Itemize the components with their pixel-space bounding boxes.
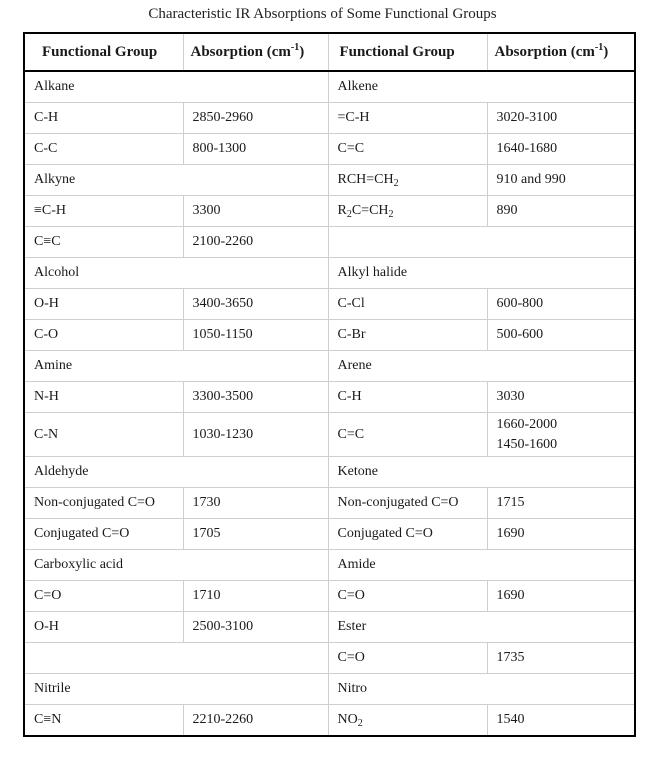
bond-cell-right: C-Br	[328, 320, 487, 351]
absorption-cell-left: 2210-2260	[183, 705, 328, 737]
absorption-cell-right: 500-600	[487, 320, 635, 351]
group-heading-left: Nitrile	[24, 674, 328, 705]
absorption-cell-right: 910 and 990	[487, 165, 635, 196]
table-row	[24, 581, 635, 612]
bond-cell-right: C-Cl	[328, 289, 487, 320]
table-row	[24, 258, 635, 289]
bond-cell-left: Non-conjugated C=O	[24, 488, 183, 519]
bond-cell-left: C-H	[24, 103, 183, 134]
bond-cell-left: ≡C-H	[24, 196, 183, 227]
absorption-cell-left: 3400-3650	[183, 289, 328, 320]
absorption-cell-right: 1715	[487, 488, 635, 519]
table-row	[24, 289, 635, 320]
group-heading-right: Alkene	[328, 71, 635, 103]
absorption-cell-right: 1540	[487, 705, 635, 737]
group-heading-left: Alkane	[24, 71, 328, 103]
group-heading-right: Alkyl halide	[328, 258, 635, 289]
bond-cell-right: $NO_2$	[328, 705, 487, 737]
table-row	[24, 196, 635, 227]
absorption-cell-left: 1705	[183, 519, 328, 550]
absorption-cell-right: 3020-3100	[487, 103, 635, 134]
absorption-cell-right: 1640-1680	[487, 134, 635, 165]
absorption-cell-left: 1030-1230	[183, 413, 328, 457]
empty-cell-right	[328, 227, 635, 258]
bond-cell-left: N-H	[24, 382, 183, 413]
absorption-cell-left: 1050-1150	[183, 320, 328, 351]
absorption-cell-right: 1690	[487, 581, 635, 612]
bond-cell-right: $R_2C=CH_2$	[328, 196, 487, 227]
absorption-cell-right: 1660-2000 1450-1600	[487, 413, 635, 457]
group-heading-right: Nitro	[328, 674, 635, 705]
table-row	[24, 674, 635, 705]
table-row	[24, 550, 635, 581]
empty-cell-left	[24, 643, 328, 674]
absorption-cell-right: 1735	[487, 643, 635, 674]
absorption-cell-right: 3030	[487, 382, 635, 413]
table-row	[24, 351, 635, 382]
absorption-cell-left: 3300-3500	[183, 382, 328, 413]
group-heading-left: Alcohol	[24, 258, 328, 289]
header-functional-group-left: Functional Group	[24, 33, 183, 71]
bond-cell-right: $RCH=CH_2$	[328, 165, 487, 196]
absorption-cell-left: 2100-2260	[183, 227, 328, 258]
bond-cell-left: O-H	[24, 289, 183, 320]
header-row	[24, 33, 635, 71]
table-row	[24, 457, 635, 488]
group-heading-left: Aldehyde	[24, 457, 328, 488]
bond-cell-left: C=O	[24, 581, 183, 612]
absorption-cell-left: 1730	[183, 488, 328, 519]
header-absorption-right: Absorption $(cm^{-1})$	[487, 33, 635, 71]
absorption-cell-right: 600-800	[487, 289, 635, 320]
group-heading-right: Ester	[328, 612, 635, 643]
ir-absorption-table	[23, 32, 636, 737]
bond-cell-right: C=C	[328, 413, 487, 457]
table-row	[24, 103, 635, 134]
group-heading-left: Carboxylic acid	[24, 550, 328, 581]
header-absorption-left: Absorption $(cm^{-1})$	[183, 33, 328, 71]
header-functional-group-right: Functional Group	[328, 33, 487, 71]
absorption-cell-left: 1710	[183, 581, 328, 612]
bond-cell-left: C≡N	[24, 705, 183, 737]
bond-cell-right: C=C	[328, 134, 487, 165]
absorption-cell-left: 2500-3100	[183, 612, 328, 643]
absorption-cell-left: 2850-2960	[183, 103, 328, 134]
group-heading-right: Amide	[328, 550, 635, 581]
absorption-cell-right: 1690	[487, 519, 635, 550]
bond-cell-left: C≡C	[24, 227, 183, 258]
bond-cell-left: C-C	[24, 134, 183, 165]
table-caption: Characteristic IR Absorptions of Some Functional Groups	[148, 6, 497, 22]
table-row	[24, 488, 635, 519]
table-row	[24, 165, 635, 196]
table-row	[24, 382, 635, 413]
table-row	[24, 519, 635, 550]
absorption-cell-left: 800-1300	[183, 134, 328, 165]
table-row	[24, 71, 635, 103]
table-row	[24, 413, 635, 457]
table-row	[24, 612, 635, 643]
group-heading-right: Ketone	[328, 457, 635, 488]
absorption-cell-left: 3300	[183, 196, 328, 227]
table-row	[24, 227, 635, 258]
bond-cell-right: C=O	[328, 581, 487, 612]
group-heading-left: Alkyne	[24, 165, 328, 196]
table-row	[24, 643, 635, 674]
bond-cell-right: Conjugated C=O	[328, 519, 487, 550]
bond-cell-right: Non-conjugated C=O	[328, 488, 487, 519]
table-body	[24, 71, 635, 736]
absorption-cell-right: 890	[487, 196, 635, 227]
table-row	[24, 320, 635, 351]
bond-cell-left: C-N	[24, 413, 183, 457]
group-heading-left: Amine	[24, 351, 328, 382]
bond-cell-right: =C-H	[328, 103, 487, 134]
bond-cell-left: C-O	[24, 320, 183, 351]
table-row	[24, 134, 635, 165]
bond-cell-left: Conjugated C=O	[24, 519, 183, 550]
bond-cell-right: C-H	[328, 382, 487, 413]
table-row	[24, 705, 635, 737]
bond-cell-right: C=O	[328, 643, 487, 674]
group-heading-right: Arene	[328, 351, 635, 382]
bond-cell-left: O-H	[24, 612, 183, 643]
